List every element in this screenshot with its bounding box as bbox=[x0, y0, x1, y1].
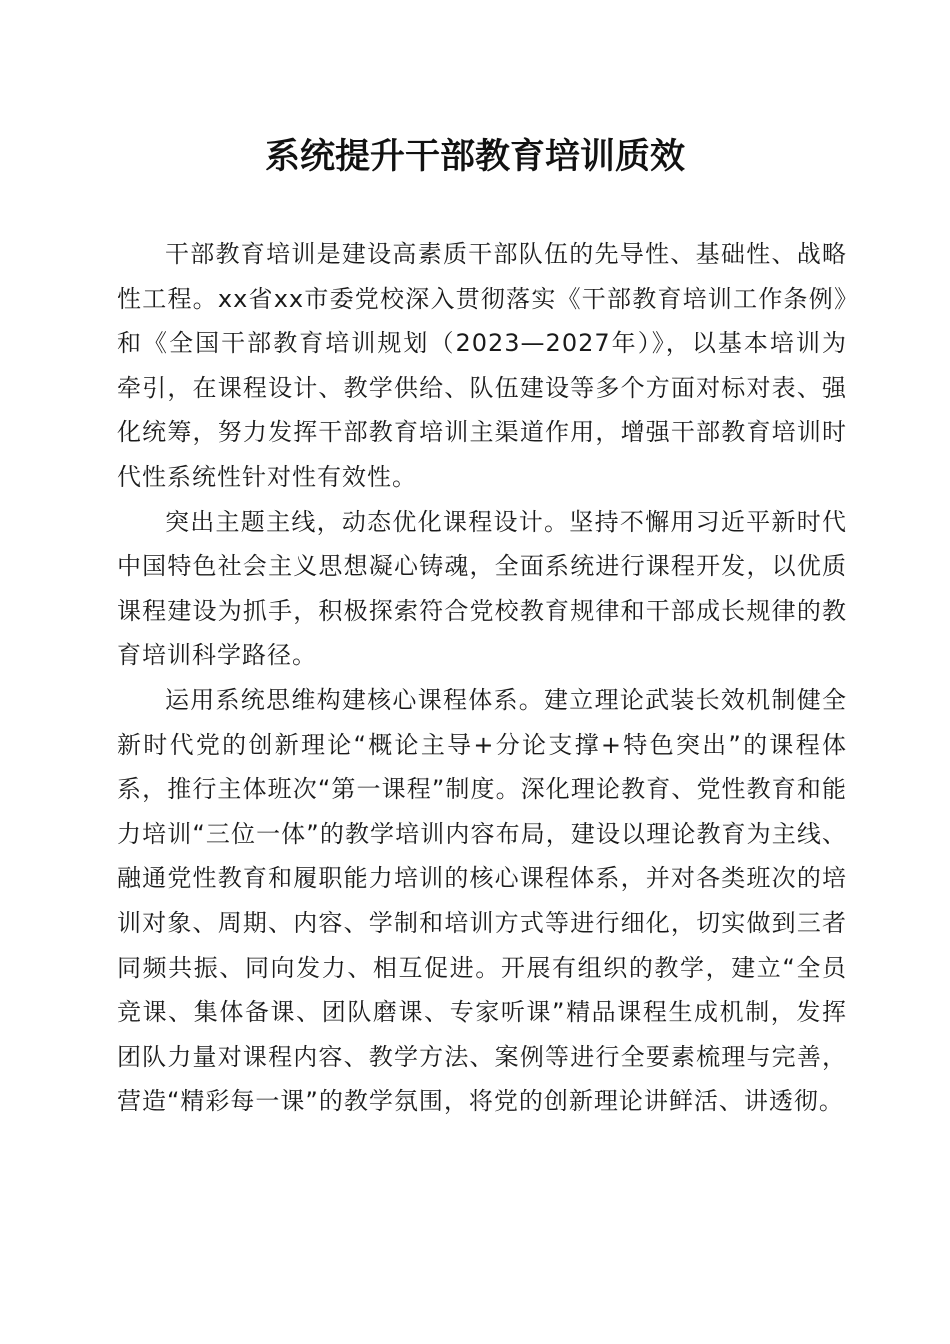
paragraph-intro: 干部教育培训是建设高素质干部队伍的先导性、基础性、战略性工程。xx省xx市委党校深入贯彻落实《干部教育培训工作条例》和《全国干部教育培训规划（2023—2027年）》，以基本培训为牵引，在课程设计、教学供给、队伍建设等多个方面对标对表、强化统筹，努力发挥干部教育培训主渠道作用，增强干部教育培训时代性系统性针对性有效性。 bbox=[117, 240, 847, 491]
document-body bbox=[117, 232, 847, 1124]
document-title: 系统提升干部教育培训质效 bbox=[264, 136, 685, 177]
paragraph-course-design: 突出主题主线，动态优化课程设计。坚持不懈用习近平新时代中国特色社会主义思想凝心铸魂，全面系统进行课程开发，以优质课程建设为抓手，积极探索符合党校教育规律和干部成长规律的教育培训科学路径。 bbox=[117, 507, 847, 670]
paragraph-core-curriculum: 运用系统思维构建核心课程体系。建立理论武装长效机制健全新时代党的创新理论“概论主导+分论支撑+特色突出”的课程体系，推行主体班次“第一课程”制度。深化理论教育、党性教育和能力培训“三位一体”的教学培训内容布局，建设以理论教育为主线、融通党性教育和履职能力培训的核心课程体系，并对各类班次的培训对象、周期、内容、学制和培训方式等进行细化，切实做到三者同频共振、同向发力、相互促进。开展有组织的教学，建立“全员竞课、集体备课、团队磨课、专家听课”精品课程生成机制，发挥团队力量对课程内容、教学方法、案例等进行全要素梳理与完善，营造“精彩每一课”的教学氛围，将党的创新理论讲鲜活、讲透彻。 bbox=[117, 685, 847, 1116]
